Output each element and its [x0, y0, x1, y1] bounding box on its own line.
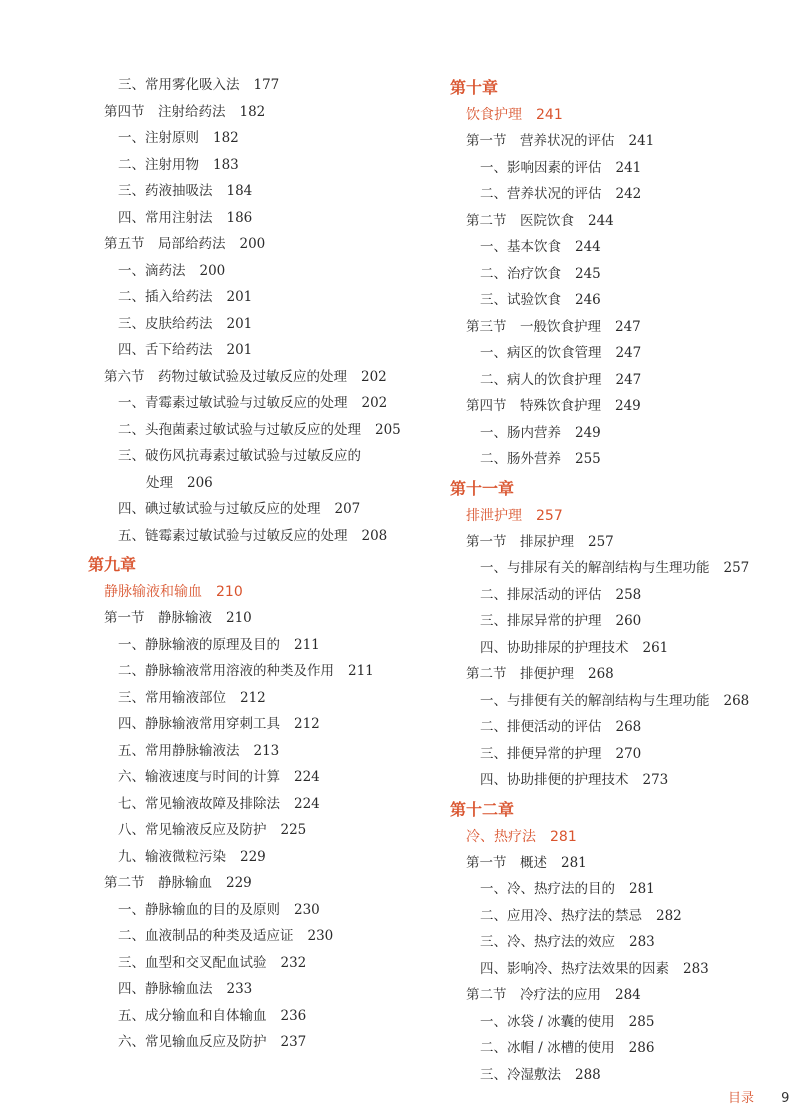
toc-entry-text: 静脉输液和输血 [104, 584, 202, 600]
toc-section[interactable] [88, 99, 438, 126]
toc-page-number: 205 [375, 421, 401, 438]
toc-page-number: 182 [213, 130, 239, 146]
toc-subsection[interactable] [88, 976, 438, 1003]
toc-page-number: 247 [615, 318, 641, 335]
toc-page-number: 246 [575, 292, 601, 308]
toc-subsection[interactable] [88, 311, 438, 338]
toc-entry-text: 第二节 静脉输血 [104, 875, 212, 891]
toc-entry-text: 一、静脉输血的目的及原则 [118, 901, 280, 918]
toc-entry-text: 排泄护理 [466, 507, 522, 524]
toc-entry-text: 第四节 特殊饮食护理 [466, 398, 601, 414]
toc-entry-text: 处理 [146, 474, 173, 491]
toc-page-number: 230 [307, 928, 334, 944]
toc-page-number: 184 [226, 183, 253, 199]
toc-page-number: 241 [615, 159, 642, 176]
toc-page-number: 210 [216, 584, 243, 600]
toc-page-number: 241 [536, 107, 563, 123]
toc-page-number: 211 [348, 663, 374, 679]
toc-page-number: 206 [187, 474, 213, 491]
toc-entry-text: 八、常见输液反应及防护 [118, 822, 267, 838]
toc-subsection[interactable] [450, 367, 795, 394]
toc-section[interactable] [450, 314, 795, 341]
toc-entry-text: 七、常见输液故障及排除法 [118, 795, 280, 812]
toc-subsection[interactable] [88, 470, 438, 497]
toc-subsection[interactable] [450, 287, 795, 314]
toc-entry-text: 四、静脉输血法 [118, 981, 213, 997]
toc-page-number: 281 [629, 881, 655, 897]
toc-page-number: 202 [361, 368, 387, 385]
toc-entry-text: 四、协助排便的护理技术 [480, 772, 629, 788]
toc-subsection[interactable] [450, 635, 795, 662]
toc-subsection[interactable] [88, 337, 438, 364]
toc-section[interactable] [88, 605, 438, 632]
toc-subsection[interactable] [88, 417, 438, 444]
toc-page-number: 270 [615, 745, 642, 762]
page-footer [728, 1087, 789, 1105]
toc-entry-text: 一、与排便有关的解剖结构与生理功能 [480, 692, 710, 709]
toc-entry-text: 第一节 排尿护理 [466, 533, 574, 550]
toc-subsection[interactable] [88, 711, 438, 738]
toc-left-column [88, 72, 438, 1056]
toc-entry-text: 二、病人的饮食护理 [480, 371, 602, 388]
toc-page-number: 273 [642, 772, 669, 788]
toc-entry-text: 六、常见输血反应及防护 [118, 1034, 267, 1050]
toc-entry-text: 二、冰帽 / 冰槽的使用 [480, 1040, 615, 1056]
toc-subsection[interactable] [450, 340, 795, 367]
toc-entry-text: 五、常用静脉输液法 [118, 742, 240, 759]
toc-entry-text: 四、碘过敏试验与过敏反应的处理 [118, 501, 321, 517]
toc-subsection[interactable] [450, 876, 795, 903]
toc-page-number: 244 [575, 239, 601, 255]
toc-entry-text: 饮食护理 [466, 107, 522, 123]
toc-entry-text: 三、冷湿敷法 [480, 1066, 561, 1083]
toc-subsection[interactable] [88, 258, 438, 285]
toc-entry-text: 四、静脉输液常用穿刺工具 [118, 716, 280, 732]
toc-subsection[interactable] [450, 234, 795, 261]
toc-page-number: 230 [294, 901, 320, 918]
toc-page-number: 268 [723, 692, 750, 709]
toc-entry-text: 三、破伤风抗毒素过敏试验与过敏反应的 [118, 448, 361, 464]
toc-page-number: 236 [280, 1007, 307, 1024]
toc-section[interactable] [450, 850, 795, 877]
toc-page-number: 284 [615, 987, 641, 1003]
toc-subsection[interactable] [450, 155, 795, 182]
chapter-title[interactable] [88, 579, 438, 605]
toc-entry-text: 第三节 一般饮食护理 [466, 318, 601, 335]
toc-page-number: 233 [226, 981, 253, 997]
toc-section[interactable] [450, 208, 795, 235]
toc-subsection[interactable] [450, 929, 795, 956]
toc-entry-text: 二、营养状况的评估 [480, 186, 602, 202]
toc-entry-text: 三、试验饮食 [480, 292, 561, 308]
toc-entry-text: 一、肠内营养 [480, 424, 561, 441]
toc-entry-text: 二、静脉输液常用溶液的种类及作用 [118, 663, 334, 679]
toc-page-number: 208 [361, 527, 388, 544]
toc-subsection[interactable] [450, 261, 795, 288]
toc-subsection[interactable] [450, 1062, 795, 1089]
toc-section[interactable] [450, 982, 795, 1009]
toc-entry-text: 一、注射原则 [118, 130, 199, 146]
toc-entry-text: 三、排尿异常的护理 [480, 613, 602, 629]
toc-section[interactable] [88, 364, 438, 391]
toc-subsection[interactable] [450, 956, 795, 983]
toc-page-number: 224 [294, 769, 320, 785]
toc-subsection[interactable] [450, 555, 795, 582]
toc-subsection[interactable] [88, 764, 438, 791]
toc-page-number: 207 [334, 501, 361, 517]
toc-subsection[interactable] [450, 1009, 795, 1036]
toc-entry-text: 三、排便异常的护理 [480, 745, 602, 762]
toc-subsection[interactable] [450, 767, 795, 794]
toc-entry-text: 二、血液制品的种类及适应证 [118, 928, 294, 944]
toc-page-number: 225 [280, 822, 307, 838]
toc-entry-text: 五、链霉素过敏试验与过敏反应的处理 [118, 527, 348, 544]
chapter-title[interactable] [450, 503, 795, 529]
toc-page-number: 260 [615, 613, 642, 629]
toc-subsection[interactable] [88, 817, 438, 844]
toc-page-number: 285 [628, 1013, 655, 1030]
toc-page-number: 237 [280, 1034, 307, 1050]
toc-subsection[interactable] [88, 523, 438, 550]
toc-subsection[interactable] [450, 1035, 795, 1062]
toc-subsection[interactable] [450, 582, 795, 609]
toc-page-number: 255 [575, 451, 601, 467]
toc-page-number: 245 [575, 265, 601, 282]
toc-page-number: 200 [199, 262, 226, 279]
toc-subsection[interactable] [88, 284, 438, 311]
toc-page-number: 212 [294, 716, 320, 732]
toc-page-number: 213 [253, 742, 280, 759]
toc-page-number: 202 [361, 395, 388, 411]
toc-subsection[interactable] [88, 791, 438, 818]
toc-entry-text: 第一节 概述 [466, 854, 547, 871]
toc-entry-text: 一、滴药法 [118, 262, 186, 279]
toc-entry-text: 四、影响冷、热疗法效果的因素 [480, 960, 669, 977]
toc-entry-text: 二、注射用物 [118, 156, 199, 173]
toc-entry-text: 二、插入给药法 [118, 289, 213, 305]
toc-page-number: 249 [575, 424, 601, 441]
toc-subsection[interactable] [88, 897, 438, 924]
toc-page-number: 282 [656, 907, 682, 924]
toc-subsection[interactable] [88, 923, 438, 950]
toc-page-number: 257 [723, 560, 750, 576]
toc-entry-text: 一、静脉输液的原理及目的 [118, 636, 280, 653]
toc-page-number: 249 [615, 398, 641, 414]
toc-subsection[interactable] [88, 125, 438, 152]
toc-page-number: 201 [226, 315, 253, 332]
toc-page-number: 268 [588, 666, 614, 682]
toc-section[interactable] [450, 128, 795, 155]
chapter-heading: 第十章 [450, 78, 499, 97]
toc-page-number: 257 [588, 533, 614, 550]
toc-entry-text: 二、肠外营养 [480, 451, 561, 467]
footer-page-number: 9 [781, 1091, 790, 1106]
toc-entry-text: 四、协助排尿的护理技术 [480, 639, 629, 656]
toc-page-number: 286 [628, 1040, 655, 1056]
chapter-title[interactable] [450, 102, 795, 128]
toc-subsection[interactable] [88, 390, 438, 417]
toc-entry-text: 一、影响因素的评估 [480, 159, 602, 176]
toc-entry-text: 一、冷、热疗法的目的 [480, 881, 615, 897]
toc-section[interactable] [450, 661, 795, 688]
toc-entry-text: 一、与排尿有关的解剖结构与生理功能 [480, 560, 710, 576]
toc-page-number: 257 [536, 507, 563, 524]
toc-entry-text: 三、皮肤给药法 [118, 315, 213, 332]
toc-entry-text: 二、头孢菌素过敏试验与过敏反应的处理 [118, 421, 361, 438]
toc-subsection[interactable] [88, 152, 438, 179]
toc-subsection[interactable] [88, 632, 438, 659]
toc-subsection[interactable] [88, 443, 438, 470]
toc-subsection[interactable] [88, 685, 438, 712]
toc-subsection[interactable] [450, 688, 795, 715]
toc-page-number: 182 [239, 103, 266, 120]
toc-section[interactable] [88, 231, 438, 258]
toc-subsection[interactable] [450, 714, 795, 741]
toc-subsection[interactable] [450, 903, 795, 930]
toc-subsection[interactable] [450, 181, 795, 208]
toc-entry-text: 二、治疗饮食 [480, 265, 561, 282]
toc-page-number: 288 [575, 1066, 601, 1083]
toc-page-number: 201 [226, 342, 253, 358]
toc-right-column [450, 72, 795, 1088]
toc-entry-text: 三、冷、热疗法的效应 [480, 934, 615, 950]
toc-subsection[interactable] [88, 738, 438, 765]
toc-subsection[interactable] [88, 496, 438, 523]
toc-page-number: 283 [683, 960, 709, 977]
chapter-heading: 第十二章 [450, 799, 515, 819]
toc-page-number: 224 [294, 795, 320, 812]
toc-subsection[interactable] [88, 205, 438, 232]
toc-page-number: 211 [294, 636, 320, 653]
toc-entry-text: 四、舌下给药法 [118, 342, 213, 358]
toc-entry-text: 二、应用冷、热疗法的禁忌 [480, 907, 642, 924]
toc-page-number: 186 [226, 209, 253, 226]
toc-entry-text: 第二节 冷疗法的应用 [466, 987, 601, 1003]
toc-entry-text: 二、排尿活动的评估 [480, 586, 602, 603]
toc-page-number: 229 [226, 875, 252, 891]
toc-page-number: 242 [615, 186, 642, 202]
toc-entry-text: 四、常用注射法 [118, 209, 213, 226]
toc-entry-text: 九、输液微粒污染 [118, 848, 226, 865]
toc-page-number: 201 [226, 289, 253, 305]
toc-entry-text: 三、药液抽吸法 [118, 183, 213, 199]
toc-entry-text: 第二节 医院饮食 [466, 212, 574, 229]
toc-page-number: 247 [615, 371, 642, 388]
toc-page-number: 212 [240, 689, 266, 706]
toc-entry-text: 第五节 局部给药法 [104, 236, 226, 252]
toc-entry-text: 第一节 静脉输液 [104, 610, 212, 626]
toc-section[interactable] [88, 870, 438, 897]
toc-entry-text: 三、常用输液部位 [118, 689, 226, 706]
toc-page-number: 200 [239, 236, 266, 252]
toc-entry-text: 冷、热疗法 [466, 828, 536, 845]
chapter-heading: 第十一章 [450, 478, 515, 498]
chapter-title[interactable] [450, 824, 795, 850]
toc-page-number: 261 [642, 639, 669, 656]
toc-subsection[interactable] [450, 446, 795, 473]
toc-subsection[interactable] [88, 658, 438, 685]
toc-subsection[interactable] [450, 608, 795, 635]
toc-section[interactable] [450, 393, 795, 420]
toc-page-number: 258 [615, 586, 642, 603]
toc-page-number: 229 [240, 848, 266, 865]
toc-page-number: 183 [213, 156, 239, 173]
toc-page-number: 247 [615, 345, 642, 361]
toc-entry-text: 第一节 营养状况的评估 [466, 133, 615, 149]
toc-entry-text: 三、常用雾化吸入法 [118, 77, 240, 93]
toc-subsection[interactable] [88, 844, 438, 871]
toc-entry-text: 第二节 排便护理 [466, 666, 574, 682]
toc-page-number: 268 [615, 719, 642, 735]
toc-entry-text: 一、青霉素过敏试验与过敏反应的处理 [118, 395, 348, 411]
toc-page-number: 232 [280, 954, 307, 971]
toc-page-number: 241 [628, 133, 655, 149]
chapter-heading: 第九章 [88, 555, 137, 574]
toc-subsection[interactable] [450, 420, 795, 447]
toc-section[interactable] [450, 529, 795, 556]
toc-entry-text: 一、冰袋 / 冰囊的使用 [480, 1013, 615, 1030]
toc-entry-text: 第六节 药物过敏试验及过敏反应的处理 [104, 368, 347, 385]
toc-page-number: 283 [629, 934, 655, 950]
toc-page-number: 281 [550, 828, 577, 845]
toc-entry-text: 一、基本饮食 [480, 239, 561, 255]
toc-subsection[interactable] [88, 1003, 438, 1030]
toc-entry-text: 五、成分输血和自体输血 [118, 1007, 267, 1024]
toc-entry-text: 一、病区的饮食管理 [480, 345, 602, 361]
toc-subsection[interactable] [88, 1029, 438, 1056]
toc-entry-text: 六、输液速度与时间的计算 [118, 769, 280, 785]
toc-entry-text: 三、血型和交叉配血试验 [118, 954, 267, 971]
toc-page-number: 244 [588, 212, 614, 229]
toc-page-number: 210 [226, 610, 252, 626]
toc-subsection[interactable] [88, 72, 438, 99]
toc-subsection[interactable] [88, 178, 438, 205]
toc-subsection[interactable] [450, 741, 795, 768]
toc-page-number: 281 [561, 854, 587, 871]
toc-entry-text: 二、排便活动的评估 [480, 719, 602, 735]
toc-subsection[interactable] [88, 950, 438, 977]
footer-section-label: 目录 [728, 1091, 755, 1106]
toc-entry-text: 第四节 注射给药法 [104, 103, 226, 120]
toc-page-number: 177 [253, 77, 280, 93]
